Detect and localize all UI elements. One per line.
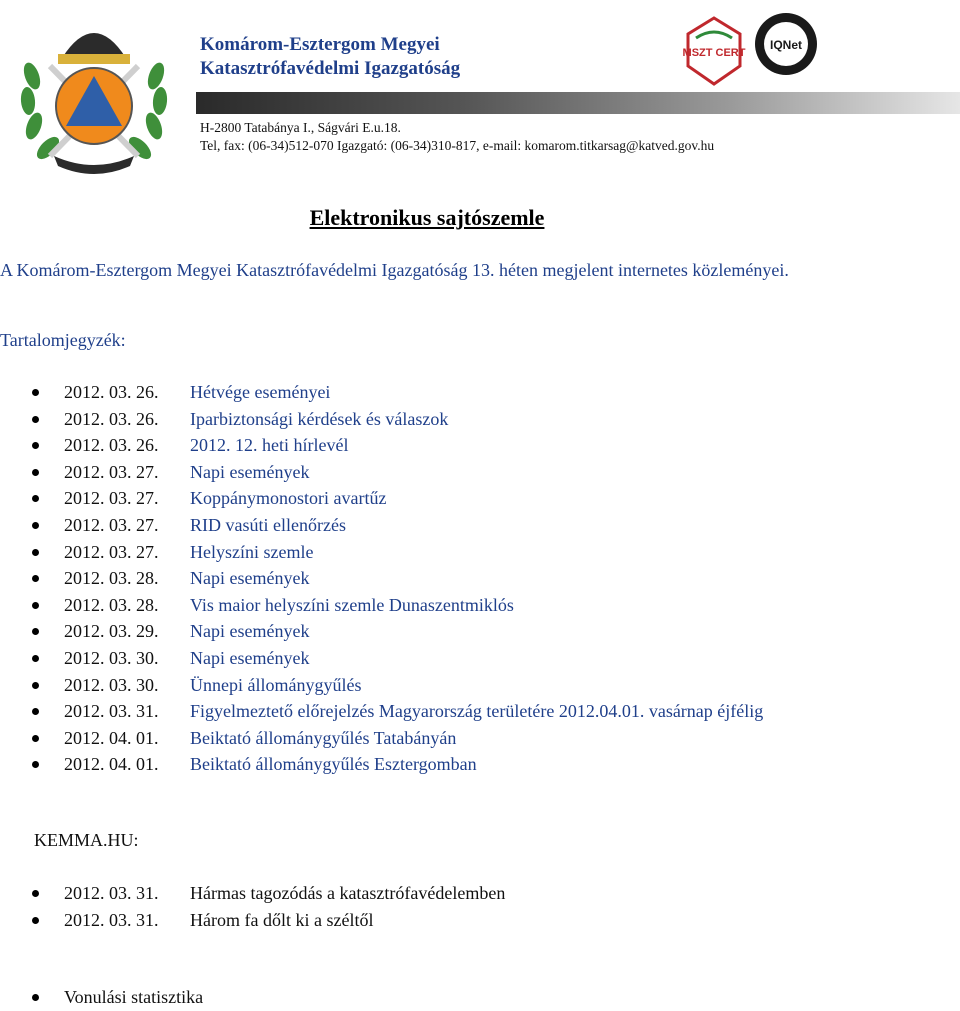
- list-item[interactable]: [0, 984, 203, 1011]
- kemma-list: [0, 880, 505, 933]
- item-title: Figyelmeztető előrejelzés Magyarország területére 2012.04.01. vasárnap éjfélig: [190, 701, 764, 722]
- item-title: Beiktató állománygyűlés Esztergomban: [190, 754, 477, 775]
- iqnet-badge: [752, 10, 820, 78]
- address-line2: Tel, fax: (06-34)512-070 Igazgató: (06-34)310-817, e-mail: komarom.titkarsag@katved.gov.hu: [200, 138, 715, 153]
- list-item[interactable]: [0, 618, 763, 645]
- intro-paragraph: A Komárom-Esztergom Megyei Katasztrófavédelmi Igazgatóság 13. héten megjelent internetes közleményei.: [0, 260, 789, 280]
- bullet-icon: [32, 416, 39, 423]
- item-date: 2012. 03. 31.: [64, 909, 159, 930]
- list-item[interactable]: [0, 751, 763, 778]
- document-title: Elektronikus sajtószemle: [309, 205, 545, 230]
- item-title: Koppánymonostori avartűz: [190, 488, 387, 509]
- item-date: 2012. 03. 27.: [64, 541, 159, 562]
- item-title: 2012. 12. heti hírlevél: [190, 435, 349, 456]
- list-item[interactable]: [0, 880, 505, 907]
- bullet-icon: [32, 708, 39, 715]
- mszt-cert-badge: [682, 16, 746, 86]
- item-date: 2012. 03. 28.: [64, 594, 159, 615]
- item-title: Hármas tagozódás a katasztrófavédelemben: [190, 883, 506, 903]
- bullet-icon: [32, 469, 39, 476]
- item-date: 2012. 03. 30.: [64, 647, 159, 668]
- list-item[interactable]: [0, 539, 763, 566]
- item-title: RID vasúti ellenőrzés: [190, 514, 346, 535]
- item-title: Vis maior helyszíni szemle Dunaszentmiklós: [190, 594, 514, 615]
- bullet-icon: [32, 575, 39, 582]
- item-title: Vonulási statisztika: [64, 987, 204, 1007]
- list-item[interactable]: [0, 645, 763, 672]
- iqnet-label: IQNet: [769, 38, 803, 52]
- list-item[interactable]: [0, 672, 763, 699]
- list-item[interactable]: [0, 485, 763, 512]
- bullet-icon: [32, 682, 39, 689]
- kemma-section-label: KEMMA.HU:: [34, 830, 139, 850]
- list-item[interactable]: [0, 698, 763, 725]
- bullet-icon: [32, 495, 39, 502]
- item-date: 2012. 03. 31.: [64, 701, 159, 722]
- item-date: 2012. 03. 26.: [64, 382, 159, 402]
- statistics-list: [0, 984, 203, 1011]
- bullet-icon: [32, 917, 39, 924]
- item-title: Három fa dőlt ki a széltől: [190, 909, 374, 930]
- address-line1: H-2800 Tatabánya I., Ságvári E.u.18.: [200, 120, 401, 135]
- item-date: 2012. 03. 31.: [64, 883, 159, 903]
- item-title: Iparbiztonsági kérdések és válaszok: [190, 408, 449, 429]
- mszt-cert-label: MSZT CERT: [682, 47, 746, 59]
- toc-list: [0, 379, 763, 778]
- list-item[interactable]: [0, 459, 763, 486]
- item-date: 2012. 03. 27.: [64, 488, 159, 509]
- item-title: Hétvége eseményei: [190, 382, 331, 402]
- bullet-icon: [32, 442, 39, 449]
- item-title: Napi események: [190, 621, 310, 642]
- item-title: Ünnepi állománygyűlés: [190, 674, 362, 695]
- item-date: 2012. 04. 01.: [64, 754, 159, 775]
- item-date: 2012. 03. 26.: [64, 435, 159, 456]
- bullet-icon: [32, 735, 39, 742]
- org-name-line2: Katasztrófavédelmi Igazgatóság: [200, 58, 461, 79]
- contact-address: [200, 119, 714, 155]
- list-item[interactable]: [0, 512, 763, 539]
- bullet-icon: [32, 994, 39, 1001]
- list-item[interactable]: [0, 379, 763, 406]
- toc-label: Tartalomjegyzék:: [0, 330, 126, 350]
- list-item[interactable]: [0, 725, 763, 752]
- list-item[interactable]: [0, 406, 763, 433]
- bullet-icon: [32, 522, 39, 529]
- item-title: Napi események: [190, 647, 310, 668]
- header-gradient-bar: [196, 92, 960, 114]
- org-name-line1: Komárom-Esztergom Megyei: [200, 34, 440, 55]
- item-title: Napi események: [190, 568, 310, 589]
- organization-name: [200, 33, 460, 81]
- bullet-icon: [32, 655, 39, 662]
- item-date: 2012. 03. 27.: [64, 461, 159, 482]
- item-date: 2012. 03. 29.: [64, 621, 159, 642]
- list-item[interactable]: [0, 592, 763, 619]
- item-title: Napi események: [190, 461, 310, 482]
- bullet-icon: [32, 628, 39, 635]
- item-date: 2012. 03. 28.: [64, 568, 159, 589]
- bullet-icon: [32, 389, 39, 396]
- list-item[interactable]: [0, 432, 763, 459]
- bullet-icon: [32, 549, 39, 556]
- item-title: Beiktató állománygyűlés Tatabányán: [190, 727, 457, 748]
- bullet-icon: [32, 761, 39, 768]
- bullet-icon: [32, 890, 39, 897]
- item-date: 2012. 04. 01.: [64, 727, 159, 748]
- item-title: Helyszíni szemle: [190, 541, 314, 562]
- list-item[interactable]: [0, 907, 505, 934]
- item-date: 2012. 03. 30.: [64, 674, 159, 695]
- bullet-icon: [32, 602, 39, 609]
- item-date: 2012. 03. 26.: [64, 408, 159, 429]
- crest-logo: [14, 6, 174, 176]
- list-item[interactable]: [0, 565, 763, 592]
- item-date: 2012. 03. 27.: [64, 514, 159, 535]
